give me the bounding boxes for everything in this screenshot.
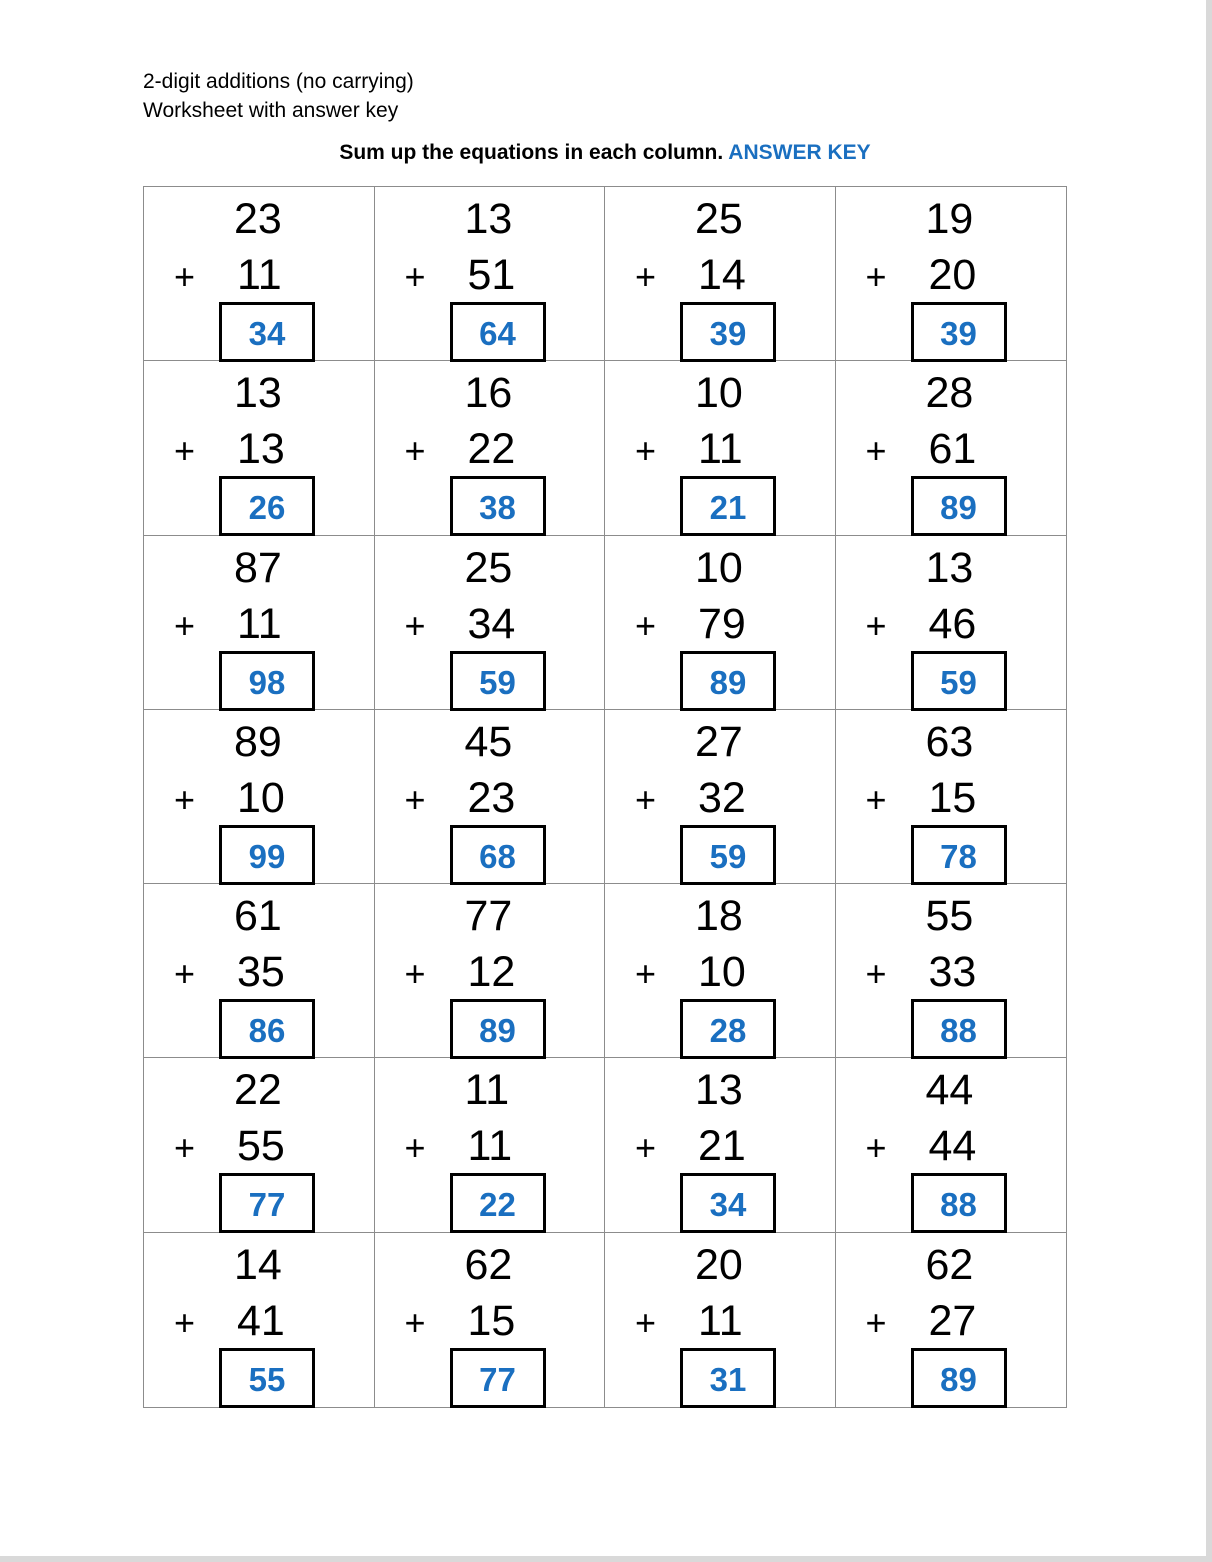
plus-sign: + xyxy=(404,953,426,995)
answer-box: 77 xyxy=(450,1348,546,1408)
addend-bottom: 27 xyxy=(928,1296,977,1345)
addend-bottom: 11 xyxy=(237,251,282,299)
worksheet-header xyxy=(143,67,414,125)
plus-sign: + xyxy=(174,256,196,297)
addend-top: 62 xyxy=(925,1240,974,1289)
problem-grid xyxy=(143,186,1067,1408)
addend-bottom: 10 xyxy=(698,948,746,997)
answer-box: 55 xyxy=(219,1348,315,1408)
addend-top: 28 xyxy=(925,369,974,418)
page-edge-shadow xyxy=(1206,0,1212,1562)
answer-box: 89 xyxy=(911,476,1007,536)
addend-top: 27 xyxy=(695,717,743,766)
plus-sign: + xyxy=(404,430,426,472)
problem-cell xyxy=(375,1233,606,1407)
addend-top: 13 xyxy=(695,1066,743,1115)
plus-sign: + xyxy=(865,1301,887,1343)
plus-sign: + xyxy=(635,1127,657,1169)
plus-sign: + xyxy=(174,953,196,995)
answer-box: 89 xyxy=(680,651,776,711)
addend-bottom: 23 xyxy=(467,773,516,822)
addend-top: 10 xyxy=(695,543,743,592)
addend-bottom: 61 xyxy=(928,425,977,474)
addend-bottom: 14 xyxy=(698,251,746,299)
problem-cell xyxy=(836,710,1067,884)
addend-bottom: 11 xyxy=(467,1122,513,1171)
problem-cell xyxy=(836,884,1067,1058)
answer-box: 59 xyxy=(450,651,546,711)
answer-box: 98 xyxy=(219,651,315,711)
plus-sign: + xyxy=(404,604,426,646)
problem-cell xyxy=(836,536,1067,710)
addend-bottom: 12 xyxy=(467,948,516,997)
addend-bottom: 79 xyxy=(698,599,746,648)
answer-box: 64 xyxy=(450,302,546,362)
problem-cell xyxy=(836,1233,1067,1407)
problem-cell xyxy=(836,361,1067,535)
instructions xyxy=(143,139,1067,167)
plus-sign: + xyxy=(635,604,657,646)
plus-sign: + xyxy=(174,778,196,820)
answer-box: 28 xyxy=(680,999,776,1059)
problem-cell xyxy=(375,536,606,710)
addend-top: 44 xyxy=(925,1066,974,1115)
answer-box: 38 xyxy=(450,476,546,536)
answer-box: 77 xyxy=(219,1173,315,1233)
plus-sign: + xyxy=(174,604,196,646)
addend-top: 22 xyxy=(234,1066,282,1115)
plus-sign: + xyxy=(404,778,426,820)
addend-top: 45 xyxy=(464,717,513,766)
answer-box: 39 xyxy=(911,302,1007,362)
plus-sign: + xyxy=(635,953,657,995)
addend-top: 13 xyxy=(234,369,282,418)
addend-top: 25 xyxy=(464,543,513,592)
addend-top: 13 xyxy=(464,195,513,243)
addend-top: 16 xyxy=(464,369,513,418)
addend-top: 63 xyxy=(925,717,974,766)
addend-top: 61 xyxy=(234,892,282,941)
addend-bottom: 15 xyxy=(928,773,977,822)
addend-top: 55 xyxy=(925,892,974,941)
answer-box: 86 xyxy=(219,999,315,1059)
addend-bottom: 34 xyxy=(467,599,516,648)
problem-cell xyxy=(144,187,375,361)
plus-sign: + xyxy=(865,778,887,820)
problem-cell xyxy=(144,361,375,535)
plus-sign: + xyxy=(865,953,887,995)
problem-cell xyxy=(144,884,375,1058)
plus-sign: + xyxy=(174,1127,196,1169)
addend-top: 89 xyxy=(234,717,282,766)
problem-cell xyxy=(605,536,836,710)
plus-sign: + xyxy=(174,430,196,472)
addend-bottom: 11 xyxy=(698,425,743,474)
addend-bottom: 32 xyxy=(698,773,746,822)
answer-box: 31 xyxy=(680,1348,776,1408)
instructions-text: Sum up the equations in each column. xyxy=(339,141,724,164)
answer-box: 88 xyxy=(911,1173,1007,1233)
plus-sign: + xyxy=(635,256,657,297)
problem-cell xyxy=(605,710,836,884)
problem-cell xyxy=(605,884,836,1058)
addend-bottom: 22 xyxy=(467,425,516,474)
answer-box: 22 xyxy=(450,1173,546,1233)
addend-bottom: 20 xyxy=(928,251,977,299)
problem-cell xyxy=(605,1233,836,1407)
problem-cell xyxy=(144,710,375,884)
plus-sign: + xyxy=(404,256,426,297)
addend-top: 11 xyxy=(464,1066,510,1115)
answer-box: 78 xyxy=(911,825,1007,885)
addend-top: 25 xyxy=(695,195,743,243)
addend-bottom: 46 xyxy=(928,599,977,648)
answer-box: 34 xyxy=(219,302,315,362)
answer-box: 21 xyxy=(680,476,776,536)
answer-box: 89 xyxy=(911,1348,1007,1408)
worksheet-subtitle: Worksheet with answer key xyxy=(143,99,399,122)
problem-cell xyxy=(605,1058,836,1232)
addend-top: 77 xyxy=(464,892,513,941)
answer-box: 89 xyxy=(450,999,546,1059)
problem-cell xyxy=(375,187,606,361)
answer-box: 68 xyxy=(450,825,546,885)
problem-cell xyxy=(605,187,836,361)
problem-cell xyxy=(836,187,1067,361)
answer-box: 59 xyxy=(680,825,776,885)
addend-top: 23 xyxy=(234,195,282,243)
plus-sign: + xyxy=(404,1301,426,1343)
plus-sign: + xyxy=(174,1301,196,1343)
answer-box: 59 xyxy=(911,651,1007,711)
addend-bottom: 11 xyxy=(698,1296,743,1345)
answer-box: 99 xyxy=(219,825,315,885)
addend-bottom: 13 xyxy=(237,425,285,474)
plus-sign: + xyxy=(635,778,657,820)
addend-bottom: 51 xyxy=(467,251,516,299)
addend-top: 62 xyxy=(464,1240,513,1289)
addend-bottom: 55 xyxy=(237,1122,285,1171)
addend-top: 18 xyxy=(695,892,743,941)
plus-sign: + xyxy=(635,1301,657,1343)
plus-sign: + xyxy=(635,430,657,472)
plus-sign: + xyxy=(865,430,887,472)
problem-cell xyxy=(144,1233,375,1407)
plus-sign: + xyxy=(865,604,887,646)
addend-top: 14 xyxy=(234,1240,282,1289)
addend-bottom: 15 xyxy=(467,1296,516,1345)
problem-cell xyxy=(144,536,375,710)
problem-cell xyxy=(605,361,836,535)
addend-bottom: 11 xyxy=(237,599,282,648)
problem-cell xyxy=(375,710,606,884)
page-edge-shadow-bottom xyxy=(0,1556,1212,1562)
problem-cell xyxy=(375,1058,606,1232)
addend-bottom: 35 xyxy=(237,948,285,997)
addend-top: 20 xyxy=(695,1240,743,1289)
problem-cell xyxy=(144,1058,375,1232)
addend-top: 13 xyxy=(925,543,974,592)
addend-bottom: 44 xyxy=(928,1122,977,1171)
addend-bottom: 21 xyxy=(698,1122,746,1171)
problem-cell xyxy=(836,1058,1067,1232)
addend-bottom: 33 xyxy=(928,948,977,997)
problem-cell xyxy=(375,884,606,1058)
problem-cell xyxy=(375,361,606,535)
answer-box: 88 xyxy=(911,999,1007,1059)
plus-sign: + xyxy=(404,1127,426,1169)
addend-bottom: 41 xyxy=(237,1296,285,1345)
addend-top: 19 xyxy=(925,195,974,243)
answer-box: 26 xyxy=(219,476,315,536)
addend-bottom: 10 xyxy=(237,773,285,822)
plus-sign: + xyxy=(865,256,887,297)
addend-top: 87 xyxy=(234,543,282,592)
plus-sign: + xyxy=(865,1127,887,1169)
answer-box: 39 xyxy=(680,302,776,362)
answer-key-label: ANSWER KEY xyxy=(728,141,871,164)
addend-top: 10 xyxy=(695,369,743,418)
answer-box: 34 xyxy=(680,1173,776,1233)
worksheet-title: 2-digit additions (no carrying) xyxy=(143,70,414,93)
